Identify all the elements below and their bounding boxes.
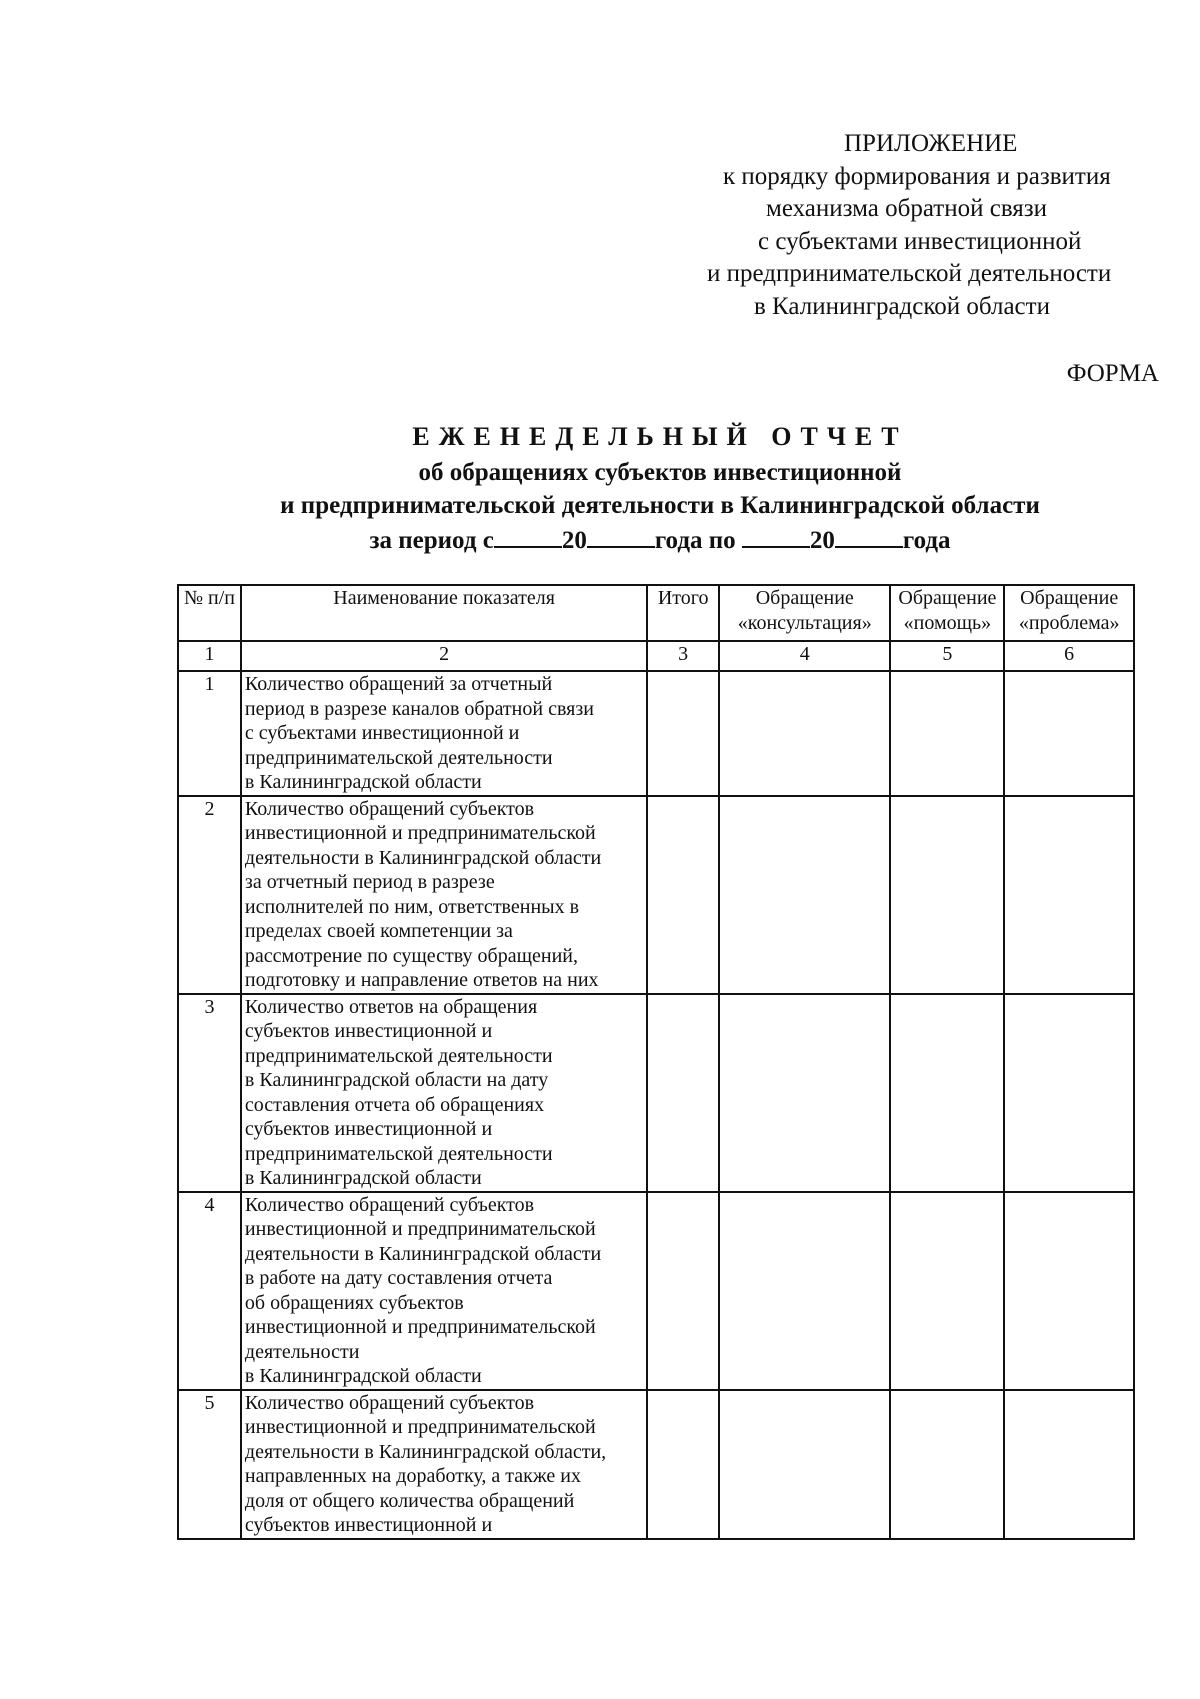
table-row [178, 1192, 1134, 1390]
indicator-name [241, 1390, 647, 1539]
indicator-name-line: инвестиционной и предпринимательской [244, 1316, 596, 1338]
header-consultation: Обращение «консультация» [719, 585, 890, 641]
indicator-name-line: инвестиционной и предпринимательской [244, 822, 596, 844]
indicator-name-line: направленных на доработку, а также их [244, 1465, 582, 1487]
column-number: 5 [890, 641, 1004, 671]
total-cell[interactable] [647, 1192, 719, 1390]
consultation-cell[interactable] [719, 796, 890, 994]
indicator-name-line: составления отчета об обращениях [244, 1093, 545, 1116]
total-cell[interactable] [647, 994, 719, 1192]
appendix-line: к порядку формирования и развития [723, 162, 1111, 190]
problem-cell[interactable] [1004, 796, 1134, 994]
header-number: № п/п [178, 585, 241, 641]
indicator-name-line: за отчетный период в разрезе [244, 871, 495, 893]
row-number: 4 [178, 1192, 241, 1390]
indicator-name-line: предпринимательской деятельности [244, 1044, 553, 1067]
indicator-name-line: Количество обращений субъектов [244, 797, 535, 820]
table-row [178, 671, 1134, 796]
indicator-name-line: рассмотрение по существу обращений, [244, 944, 578, 967]
report-title: ЕЖЕНЕДЕЛЬНЫЙ ОТЧЕТ [412, 422, 908, 451]
indicator-name-line: субъектов инвестиционной и [244, 1514, 493, 1536]
header-total: Итого [647, 585, 719, 641]
period-year-mark-1: 20 [561, 527, 587, 554]
period-suffix: года [902, 527, 951, 554]
indicator-name-line: субъектов инвестиционной и [244, 1118, 493, 1140]
table-row [178, 796, 1134, 994]
indicator-name-line: Количество ответов на обращения [244, 995, 538, 1018]
column-number-row [178, 641, 1134, 671]
column-number: 6 [1004, 641, 1134, 671]
appendix-line: с субъектами инвестиционной [758, 227, 1082, 255]
indicator-name [241, 994, 647, 1192]
indicator-name-line: об обращениях субъектов [244, 1291, 464, 1314]
table-header-row [178, 585, 1134, 641]
indicator-name-line: с субъектами инвестиционной и [244, 722, 520, 744]
indicator-name [241, 796, 647, 994]
column-number: 4 [719, 641, 890, 671]
indicator-name-line: Количество обращений субъектов [244, 1193, 535, 1216]
help-cell[interactable] [890, 1192, 1004, 1390]
problem-cell[interactable] [1004, 671, 1134, 796]
indicator-name-line: в Калининградской области на дату [244, 1069, 549, 1091]
row-number: 1 [178, 671, 241, 796]
indicator-name-line: инвестиционной и предпринимательской [244, 1218, 596, 1240]
total-cell[interactable] [647, 796, 719, 994]
indicator-name-line: в Калининградской области [244, 1167, 482, 1189]
appendix-title: ПРИЛОЖЕНИЕ [844, 130, 1018, 157]
help-cell[interactable] [890, 994, 1004, 1192]
indicator-name-line: предпринимательской деятельности [244, 746, 553, 769]
indicator-name-line: Количество обращений субъектов [244, 1391, 535, 1414]
column-number: 3 [647, 641, 719, 671]
row-number: 3 [178, 994, 241, 1192]
table-row [178, 994, 1134, 1192]
consultation-cell[interactable] [719, 994, 890, 1192]
indicator-name-line: Количество обращений за отчетный [244, 673, 553, 695]
indicator-name-line: деятельности в Калининградской области, [244, 1440, 607, 1463]
period-year-mark-2: 20 [809, 527, 835, 554]
indicator-name-line: период в разрезе каналов обратной связи [244, 697, 594, 720]
period-end-day-blank[interactable] [742, 524, 810, 548]
indicator-name-line: инвестиционной и предпринимательской [244, 1416, 596, 1438]
indicator-name-line: в Калининградской области [244, 1365, 482, 1387]
total-cell[interactable] [647, 671, 719, 796]
report-subtitle-line-2: и предпринимательской деятельности в Калининградской области [280, 492, 1040, 519]
period-start-year-blank[interactable] [587, 524, 655, 548]
indicator-name-line: доля от общего количества обращений [244, 1489, 575, 1512]
indicator-name-line: деятельности в Калининградской области [244, 1242, 602, 1265]
form-label: ФОРМА [1066, 360, 1159, 387]
period-middle: года по [654, 527, 736, 554]
report-period [160, 524, 1160, 555]
problem-cell[interactable] [1004, 1192, 1134, 1390]
period-end-year-blank[interactable] [835, 524, 903, 548]
indicator-name-line: предпринимательской деятельности [244, 1142, 553, 1165]
help-cell[interactable] [890, 671, 1004, 796]
appendix-line: механизма обратной связи [766, 195, 1048, 222]
indicator-name-line: субъектов инвестиционной и [244, 1020, 493, 1042]
appendix-line: в Калининградской области [754, 292, 1050, 320]
help-cell[interactable] [890, 796, 1004, 994]
report-table [177, 584, 1135, 1540]
indicator-name-line: пределах своей компетенции за [244, 920, 513, 942]
indicator-name-line: деятельности в Калининградской области [244, 846, 602, 869]
indicator-name [241, 671, 647, 796]
table-row [178, 1390, 1134, 1539]
column-number: 2 [241, 641, 647, 671]
period-prefix: за период с [369, 527, 494, 554]
problem-cell[interactable] [1004, 994, 1134, 1192]
consultation-cell[interactable] [719, 1192, 890, 1390]
header-help: Обращение «помощь» [890, 585, 1004, 641]
indicator-name-line: в Калининградской области [244, 771, 482, 793]
total-cell[interactable] [647, 1390, 719, 1539]
report-subtitle-line-1: об обращениях субъектов инвестиционной [418, 459, 902, 486]
problem-cell[interactable] [1004, 1390, 1134, 1539]
indicator-name-line: исполнителей по ним, ответственных в [244, 895, 580, 918]
period-start-day-blank[interactable] [494, 524, 562, 548]
appendix-header [700, 128, 1180, 323]
header-problem: Обращение «проблема» [1004, 585, 1134, 641]
appendix-line: и предпринимательской деятельности [707, 260, 1112, 287]
indicator-name-line: в работе на дату составления отчета [244, 1267, 553, 1289]
header-indicator-name: Наименование показателя [241, 585, 647, 641]
indicator-name-line: деятельности [244, 1340, 360, 1363]
row-number: 2 [178, 796, 241, 994]
consultation-cell[interactable] [719, 1390, 890, 1539]
indicator-name-line: подготовку и направление ответов на них [244, 969, 599, 991]
help-cell[interactable] [890, 1390, 1004, 1539]
column-number: 1 [178, 641, 241, 671]
indicator-name [241, 1192, 647, 1390]
consultation-cell[interactable] [719, 671, 890, 796]
row-number: 5 [178, 1390, 241, 1539]
